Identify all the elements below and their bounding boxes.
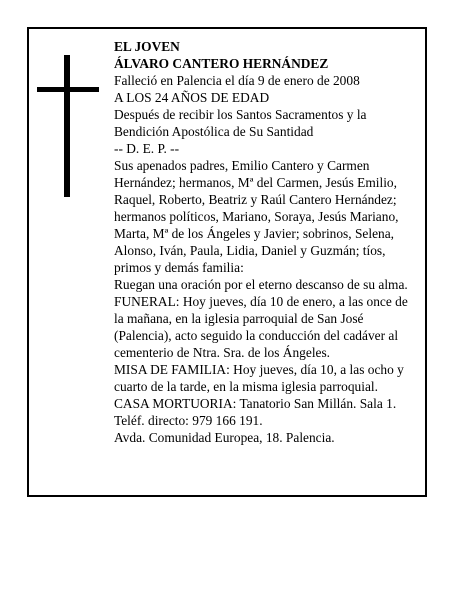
obituary-text <box>114 38 419 446</box>
cross-vertical-bar <box>64 55 70 197</box>
cross-horizontal-bar <box>37 87 99 92</box>
sacraments-paragraph: Después de recibir los Santos Sacramentos y la Bendición Apostólica de Su Santidad <box>114 107 367 139</box>
address-line: Avda. Comunidad Europea, 18. Palencia. <box>114 430 335 445</box>
cross-icon <box>37 55 99 197</box>
family-paragraph: Sus apenados padres, Emilio Cantero y Carmen Hernández; hermanos, Mª del Carmen, Jesús Emilio, Raquel, Roberto, Beatriz y Raúl Cantero Hernández; hermanos políticos, Mariano, Soraya, Jesús Mariano, Marta, Mª de los Ángeles y Javier; sobrinos, Selena, Alonso, Iván, Paula, Lidia, Daniel y Guzmán; tíos, primos y demás familia: <box>114 158 399 275</box>
mass-paragraph: MISA DE FAMILIA: Hoy jueves, día 10, a las ocho y cuarto de la tarde, en la misma iglesia parroquial. <box>114 362 404 394</box>
age-line: A LOS 24 AÑOS DE EDAD <box>114 90 270 105</box>
deceased-name: ÁLVARO CANTERO HERNÁNDEZ <box>114 56 329 71</box>
heading-line-1: EL JOVEN <box>114 39 180 54</box>
death-line: Falleció en Palencia el día 9 de enero de 2008 <box>114 73 360 88</box>
rip-line: -- D. E. P. -- <box>114 141 180 156</box>
mortuary-paragraph: CASA MORTUORIA: Tanatorio San Millán. Sala 1. Teléf. directo: 979 166 191. <box>114 396 397 428</box>
prayer-line: Ruegan una oración por el eterno descanso de su alma. <box>114 277 408 292</box>
funeral-paragraph: FUNERAL: Hoy jueves, día 10 de enero, a las once de la mañana, en la iglesia parroquial de San José (Palencia), acto seguido la conducción del cadáver al cementerio de Ntra. Sra. de los Ángeles. <box>114 294 408 360</box>
